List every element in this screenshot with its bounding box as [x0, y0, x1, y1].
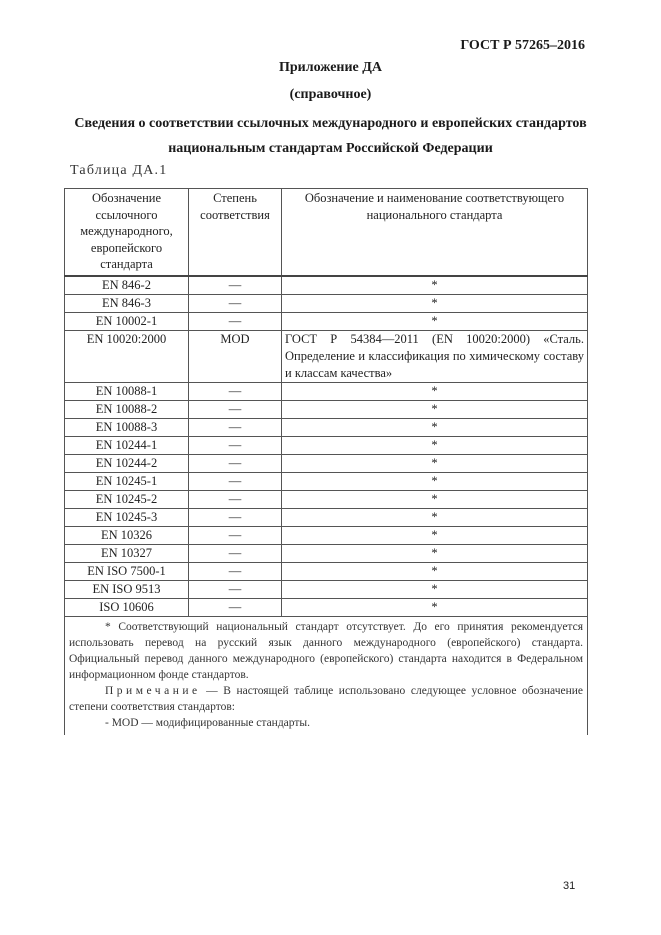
cell-degree: —	[189, 401, 282, 419]
cell-national: *	[282, 276, 588, 295]
cell-national: *	[282, 295, 588, 313]
table-row	[65, 295, 588, 313]
cell-national: *	[282, 383, 588, 401]
cell-national: *	[282, 313, 588, 331]
section-heading: Сведения о соответствии ссылочных международного и европейских стандартов национальным стандартам Российской Федерации	[74, 116, 587, 156]
cell-degree: —	[189, 276, 282, 295]
cell-degree: —	[189, 473, 282, 491]
table-row	[65, 473, 588, 491]
cell-national: ГОСТ Р 54384—2011 (EN 10020:2000) «Сталь. Определение и классификация по химическому составу и классам качества»	[282, 331, 588, 383]
cell-national: *	[282, 473, 588, 491]
cell-standard: EN ISO 9513	[65, 581, 189, 599]
cell-national: *	[282, 401, 588, 419]
table-row	[65, 331, 588, 383]
cell-degree: —	[189, 527, 282, 545]
cell-standard: EN 10244-1	[65, 437, 189, 455]
table-row	[65, 313, 588, 331]
cell-degree: —	[189, 545, 282, 563]
document-code: ГОСТ Р 57265–2016	[460, 38, 585, 53]
correspondence-table	[64, 188, 588, 735]
column-header-degree: Степень соответствия	[189, 189, 282, 277]
note-text: — В настоящей таблице использовано следующее условное обозначение степени соответствия стандартов:	[69, 685, 583, 713]
cell-degree: —	[189, 383, 282, 401]
table-row	[65, 509, 588, 527]
cell-degree: —	[189, 599, 282, 617]
cell-degree: —	[189, 563, 282, 581]
table-row	[65, 599, 588, 617]
cell-standard: EN 10020:2000	[65, 331, 189, 383]
cell-national: *	[282, 599, 588, 617]
cell-national: *	[282, 545, 588, 563]
cell-national: *	[282, 455, 588, 473]
cell-national: *	[282, 491, 588, 509]
cell-standard: EN 10088-2	[65, 401, 189, 419]
cell-national: *	[282, 527, 588, 545]
cell-standard: EN 10088-3	[65, 419, 189, 437]
table-row	[65, 527, 588, 545]
table-row	[65, 581, 588, 599]
cell-standard: EN 10245-1	[65, 473, 189, 491]
table-row	[65, 455, 588, 473]
cell-standard: ISO 10606	[65, 599, 189, 617]
column-header-national: Обозначение и наименование соответствующего национального стандарта	[282, 189, 588, 277]
cell-national: *	[282, 563, 588, 581]
cell-degree: —	[189, 295, 282, 313]
cell-degree: —	[189, 509, 282, 527]
table-row	[65, 491, 588, 509]
cell-standard: EN 10245-3	[65, 509, 189, 527]
cell-standard: EN 10326	[65, 527, 189, 545]
note-label: Примечание	[105, 685, 201, 697]
cell-standard: EN 846-3	[65, 295, 189, 313]
cell-degree: —	[189, 491, 282, 509]
table-row	[65, 563, 588, 581]
column-header-standard: Обозначение ссылочного международного, европейского стандарта	[65, 189, 189, 277]
cell-degree: —	[189, 455, 282, 473]
table-header-row	[65, 189, 588, 277]
cell-national: *	[282, 509, 588, 527]
cell-national: *	[282, 581, 588, 599]
cell-standard: EN 10088-1	[65, 383, 189, 401]
table-row	[65, 437, 588, 455]
table-row	[65, 276, 588, 295]
page-number: 31	[563, 880, 576, 892]
cell-standard: EN 10002-1	[65, 313, 189, 331]
cell-standard: EN 846-2	[65, 276, 189, 295]
cell-degree: —	[189, 313, 282, 331]
table-row	[65, 401, 588, 419]
table-row	[65, 419, 588, 437]
cell-standard: EN ISO 7500-1	[65, 563, 189, 581]
cell-degree: —	[189, 581, 282, 599]
footnote-text: * Соответствующий национальный стандарт отсутствует. До его принятия рекомендуется использовать перевод на русский язык данного международного (европейского) стандарта. Официальный перевод данного международного (европейского) стандарта находится в Федеральном информационном фонде стандартов.	[69, 621, 583, 681]
cell-degree: —	[189, 419, 282, 437]
annex-type: (справочное)	[289, 87, 372, 102]
cell-degree: —	[189, 437, 282, 455]
table-row	[65, 545, 588, 563]
note-paragraph	[69, 683, 583, 715]
table-notes	[65, 617, 588, 736]
cell-standard: EN 10327	[65, 545, 189, 563]
correspondence-table-container	[64, 188, 587, 735]
cell-standard: EN 10244-2	[65, 455, 189, 473]
cell-national: *	[282, 419, 588, 437]
annex-title: Приложение ДА	[278, 60, 383, 75]
table-caption: Таблица ДА.1	[70, 163, 168, 178]
cell-standard: EN 10245-2	[65, 491, 189, 509]
cell-degree: MOD	[189, 331, 282, 383]
note-item: - MOD — модифицированные стандарты.	[105, 717, 311, 729]
table-row	[65, 383, 588, 401]
cell-national: *	[282, 437, 588, 455]
table-notes-row	[65, 617, 588, 736]
